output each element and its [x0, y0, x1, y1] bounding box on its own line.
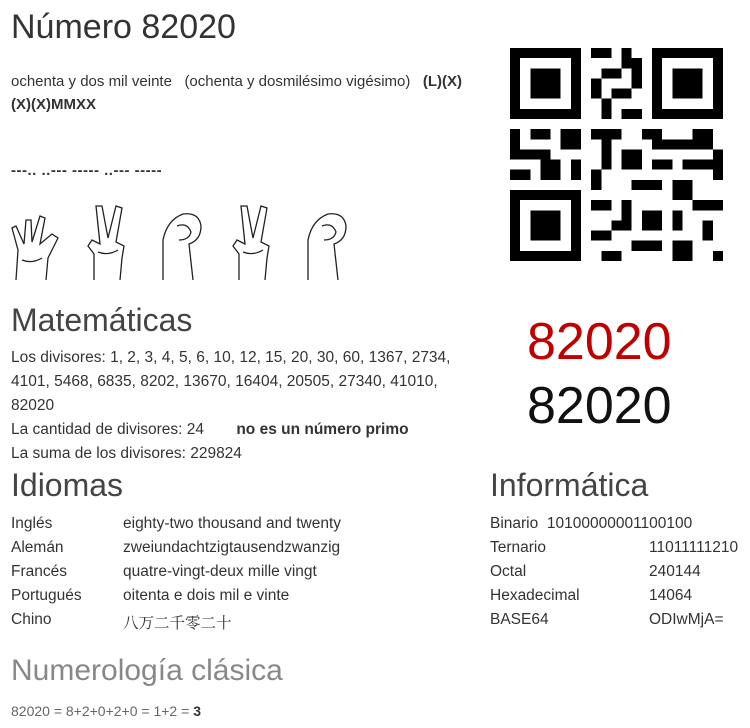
- language-name: Inglés: [11, 515, 53, 532]
- ordinal-words: (ochenta y dosmilésimo vigésimo): [184, 73, 411, 90]
- section-title-matematicas: Matemáticas: [11, 302, 193, 338]
- base-value: ODIwMjA=: [649, 611, 724, 628]
- language-name: Alemán: [11, 539, 64, 556]
- language-value: eighty-two thousand and twenty: [123, 515, 341, 532]
- divisors-values: 1, 2, 3, 4, 5, 6, 10, 12, 15, 20, 30, 60, 1367, 2734, 4101, 5468, 6835, 8202, 13670, 16404, 20505, 27340, 41010, 82020: [11, 349, 451, 414]
- base-value: 11011111210: [649, 539, 739, 556]
- sign-language-row: [8, 200, 366, 282]
- section-title-informatica: Informática: [490, 467, 649, 503]
- divisor-count-value: 24: [186, 421, 205, 438]
- divisor-sum-value: 229824: [190, 445, 242, 462]
- base-value: 240144: [649, 563, 701, 580]
- numerology-result: 3: [193, 703, 201, 719]
- base-label: Octal: [490, 563, 527, 580]
- morse-code: ---.. ..--- ----- ..--- -----: [11, 162, 163, 179]
- big-number-black: 82020: [527, 377, 672, 435]
- language-value: oitenta e dois mil e vinte: [123, 587, 290, 604]
- hand-sign-0-icon: [153, 200, 211, 282]
- roman-numeral: (L)(X)(X)(X)MMXX: [11, 73, 463, 113]
- base-value: 14064: [649, 587, 693, 604]
- divisors-list: Los divisores: 1, 2, 3, 4, 5, 6, 10, 12, 15, 20, 30, 60, 1367, 2734, 4101, 5468, 6835, 8202, 13670, 16404, 20505, 27340, 41010, 82020: [11, 349, 451, 414]
- base-label: Hexadecimal: [490, 587, 580, 604]
- page-title: Número 82020: [11, 8, 236, 46]
- number-description: [11, 70, 481, 116]
- hand-sign-2-icon: [80, 200, 138, 282]
- section-title-numerologia: Numerología clásica: [11, 654, 283, 687]
- divisor-sum: La suma de los divisores: 229824: [11, 445, 242, 462]
- section-title-idiomas: Idiomas: [11, 467, 124, 503]
- language-value: 八万二千零二十: [123, 615, 232, 632]
- big-number-red: 82020: [527, 313, 672, 371]
- hand-sign-8-icon: [8, 200, 66, 282]
- qr-code: [510, 48, 723, 261]
- base-label: Ternario: [490, 539, 546, 556]
- base-label: BASE64: [490, 611, 549, 628]
- prime-status: no es un número primo: [236, 421, 409, 438]
- base-value: 10100000001100100: [546, 515, 693, 532]
- base-label: Binario 10100000001100100: [490, 515, 693, 532]
- hand-sign-0-icon: [298, 200, 356, 282]
- language-name: Portugués: [11, 587, 82, 604]
- number-words: ochenta y dos mil veinte: [11, 73, 172, 90]
- language-name: Chino: [11, 611, 52, 628]
- hand-sign-2-icon: [225, 200, 283, 282]
- language-name: Francés: [11, 563, 67, 580]
- language-value: zweiundachtzigtausendzwanzig: [123, 539, 341, 556]
- language-value: quatre-vingt-deux mille vingt: [123, 563, 317, 580]
- divisor-count: La cantidad de divisores: 24 no es un número primo: [11, 421, 409, 438]
- numerology-equation: 82020 = 8+2+0+2+0 = 1+2 = 3: [11, 703, 201, 719]
